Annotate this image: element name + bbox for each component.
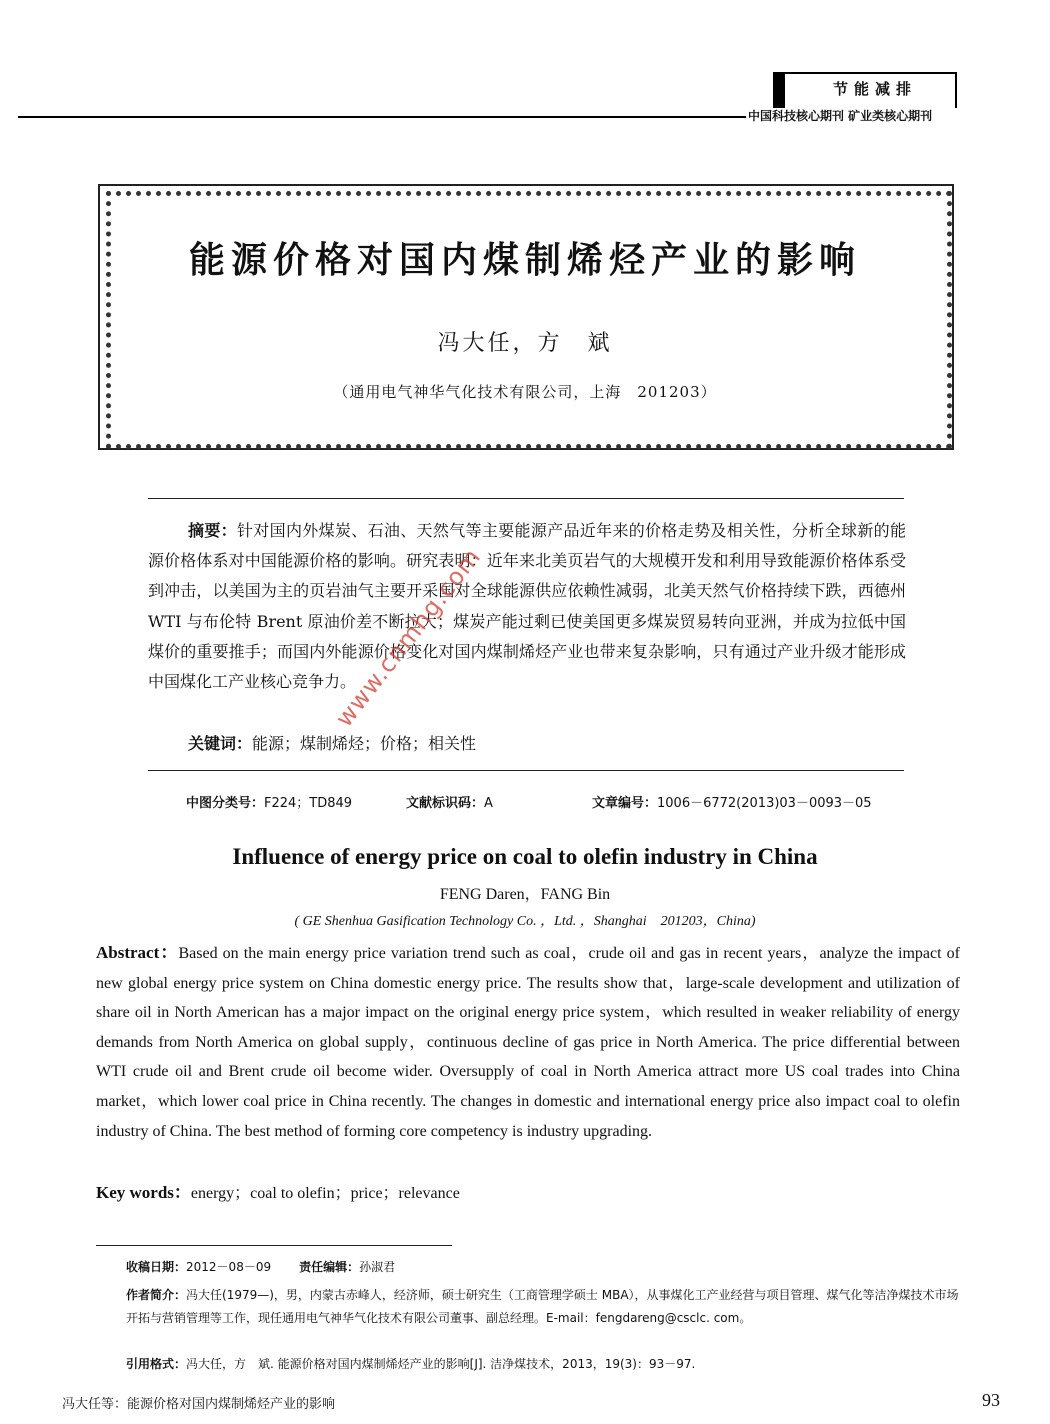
footnote-received (126, 1258, 395, 1275)
footnote-author-bio (126, 1284, 966, 1329)
editor-name: 孙淑君 (359, 1260, 396, 1274)
abstract-en-label: Abstract： (96, 943, 179, 962)
title-en: Influence of energy price on coal to olefin industry in China (232, 844, 818, 869)
journal-name: 中国科技核心期刊 矿业类核心期刊 (748, 109, 933, 123)
doc-code-label: 文献标识码： (406, 796, 485, 811)
keywords-cn-label: 关键词： (188, 734, 253, 753)
bio-text: 冯大任(1979—)，男，内蒙古赤峰人，经济师，硕士研究生（工商管理学硕士 MBA），从事煤化工产业经营与项目管理、煤气化等洁净煤技术市场开拓与营销管理等工作，现任通用电气神华气化技术有限公司董事、副总经理。E-mail：fengdareng@csclc. com。 (126, 1288, 959, 1325)
abstract-top-rule (148, 498, 904, 499)
affiliation-en: ( GE Shenhua Gasification Technology Co. ，Ltd. ，Shanghai 201203，China) (294, 914, 756, 929)
clc-label: 中图分类号： (186, 796, 265, 811)
keywords-en-text: energy；coal to olefin；price；relevance (190, 1185, 460, 1202)
section-bar (773, 72, 785, 108)
received-date: 2012－08－09 (186, 1260, 272, 1274)
title-frame-border-decoration (106, 191, 952, 449)
keywords-cn (188, 731, 476, 754)
abstract-en (96, 938, 960, 1146)
affiliation-cn: （通用电气神华气化技术有限公司，上海 201203） (333, 383, 717, 401)
doc-code-value: A (484, 796, 493, 811)
watermark: www.cnmhg.com (330, 542, 487, 733)
keywords-cn-text: 能源；煤制烯烃；价格；相关性 (252, 734, 477, 753)
abstract-en-text: Based on the main energy price variation trend such as coal，crude oil and gas in recent years，analyze the impact of new global energy price system on China domestic energy price. The results show that，large-scale development and utilization of share oil in North American has a major impact on the original energy price system，which resulted in weaker reliability of energy demands from North America on global supply，continuous decline of gas price in North America. The price differential between WTI crude oil and Brent crude oil become wider. Oversupply of coal in North America attract more US coal trades into China market，which lower coal price in China recently. The changes in domestic and international energy price also impact coal to olefin industry of China. The best method of forming core competency is industry upgrading. (96, 945, 961, 1140)
section-title: 节能减排 (832, 80, 917, 98)
abstract-cn (148, 516, 906, 697)
cite-text: 冯大任，方 斌. 能源价格对国内煤制烯烃产业的影响[J]. 洁净煤技术，2013，19(3)：93－97. (186, 1357, 696, 1371)
abstract-bottom-rule (148, 770, 904, 771)
footnote-rule (96, 1245, 452, 1246)
keywords-en-label: Key words： (96, 1183, 191, 1202)
cite-label: 引用格式： (126, 1357, 187, 1371)
authors-en: FENG Daren，FANG Bin (439, 886, 611, 903)
running-title: 冯大任等：能源价格对国内煤制烯烃产业的影响 (62, 1397, 336, 1412)
article-number (592, 792, 872, 811)
title-cn: 能源价格对国内煤制烯烃产业的影响 (188, 240, 861, 281)
header-rule (18, 116, 746, 118)
clc-number (186, 792, 352, 811)
abstract-cn-text: 针对国内外煤炭、石油、天然气等主要能源产品近年来的价格走势及相关性，分析全球新的能源价格体系对中国能源价格的影响。研究表明：近年来北美页岩气的大规模开发和利用导致能源价格体系受到冲击，以美国为主的页岩油气主要开采国对全球能源供应依赖性减弱，北美天然气价格持续下跌，西德州 WTI 与布伦特 Brent 原油价差不断拉大；煤炭产能过剩已使美国更多煤炭贸易转向亚洲，并成为拉低中国煤价的重要推手；而国内外能源价格变化对国内煤制烯烃产业也带来复杂影响，只有通过产业升级才能形成中国煤化工产业核心竞争力。 (148, 521, 906, 692)
clc-value: F224；TD849 (264, 796, 353, 811)
article-number-value: 1006－6772(2013)03－0093－05 (657, 796, 872, 811)
received-label: 收稿日期： (126, 1260, 187, 1274)
bio-label: 作者简介： (126, 1288, 187, 1302)
abstract-cn-label: 摘要： (188, 521, 237, 540)
footnote-citation (126, 1355, 695, 1372)
page-number: 93 (982, 1390, 1000, 1410)
keywords-en (96, 1178, 460, 1203)
authors-cn: 冯大任，方 斌 (437, 331, 613, 356)
editor-label: 责任编辑： (299, 1260, 360, 1274)
article-number-label: 文章编号： (592, 796, 658, 811)
doc-code (406, 792, 493, 811)
